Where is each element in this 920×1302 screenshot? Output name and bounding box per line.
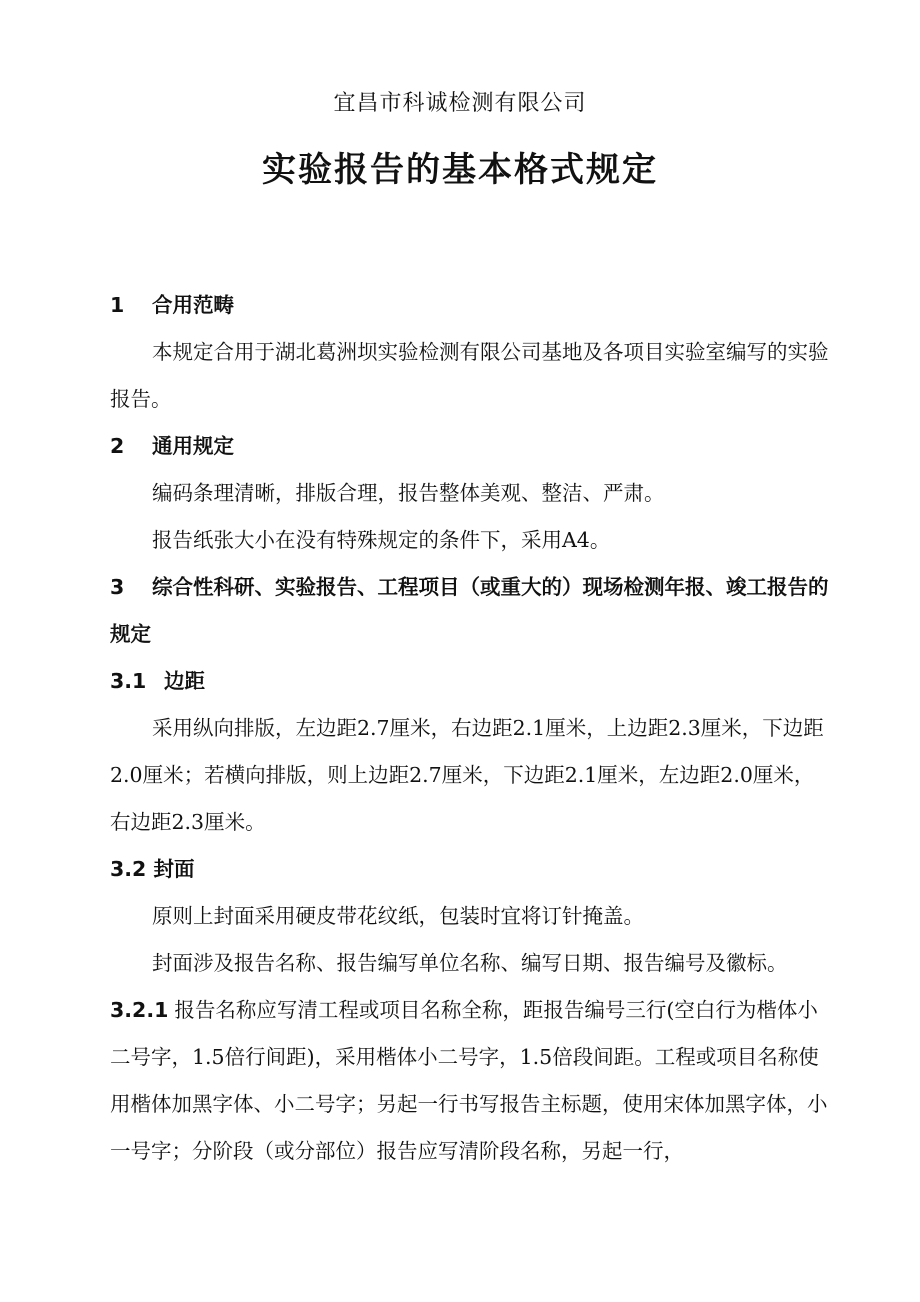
section-heading [110, 423, 832, 470]
section-title: 封面 [153, 857, 195, 881]
section-number: 3 [110, 575, 125, 599]
subsection-heading [110, 846, 832, 893]
paragraph: 原则上封面采用硬皮带花纹纸，包装时宜将订针掩盖。 [152, 904, 644, 928]
section-number: 3.2 [110, 857, 147, 881]
section-heading [110, 564, 832, 658]
section-title: 通用规定 [152, 434, 234, 458]
company-name: 宜昌市科诚检测有限公司 [333, 91, 587, 116]
section-heading [110, 282, 832, 329]
clause-number: 3.2.1 [110, 998, 169, 1022]
section-number: 1 [110, 293, 125, 317]
section-number: 3.1 [110, 669, 147, 693]
paragraph: 封面涉及报告名称、报告编写单位名称、编写日期、报告编号及徽标。 [152, 951, 788, 975]
clause-paragraph [110, 987, 832, 1175]
document-title: 实验报告的基本格式规定 [262, 150, 658, 190]
section-title: 边距 [164, 669, 205, 693]
paragraph: 编码条理清晰，排版合理，报告整体美观、整洁、严肃。 [152, 481, 665, 505]
subsection-heading [110, 658, 832, 705]
clause-text: 报告名称应写清工程或项目名称全称，距报告编号三行(空白行为楷体小二号字，1.5倍行间距)，采用楷体小二号字，1.5倍段间距。工程或项目名称使用楷体加黑字体、小二号字；另起一行书写报告主标题，使用宋体加黑字体，小一号字；分阶段（或分部位）报告应写清阶段名称，另起一行， [110, 998, 828, 1163]
section-title: 综合性科研、实验报告、工程项目（或重大的）现场检测年报、竣工报告的规定 [110, 575, 829, 646]
document-body [110, 282, 832, 1175]
paragraph: 采用纵向排版，左边距2.7厘米，右边距2.1厘米，上边距2.3厘米，下边距2.0厘米；若横向排版，则上边距2.7厘米，下边距2.1厘米，左边距2.0厘米，右边距2.3厘米。 [110, 716, 824, 834]
paragraph: 报告纸张大小在没有特殊规定的条件下，采用A4。 [152, 528, 611, 552]
section-title: 合用范畴 [152, 293, 234, 317]
paragraph: 本规定合用于湖北葛洲坝实验检测有限公司基地及各项目实验室编写的实验报告。 [110, 340, 829, 411]
section-number: 2 [110, 434, 125, 458]
